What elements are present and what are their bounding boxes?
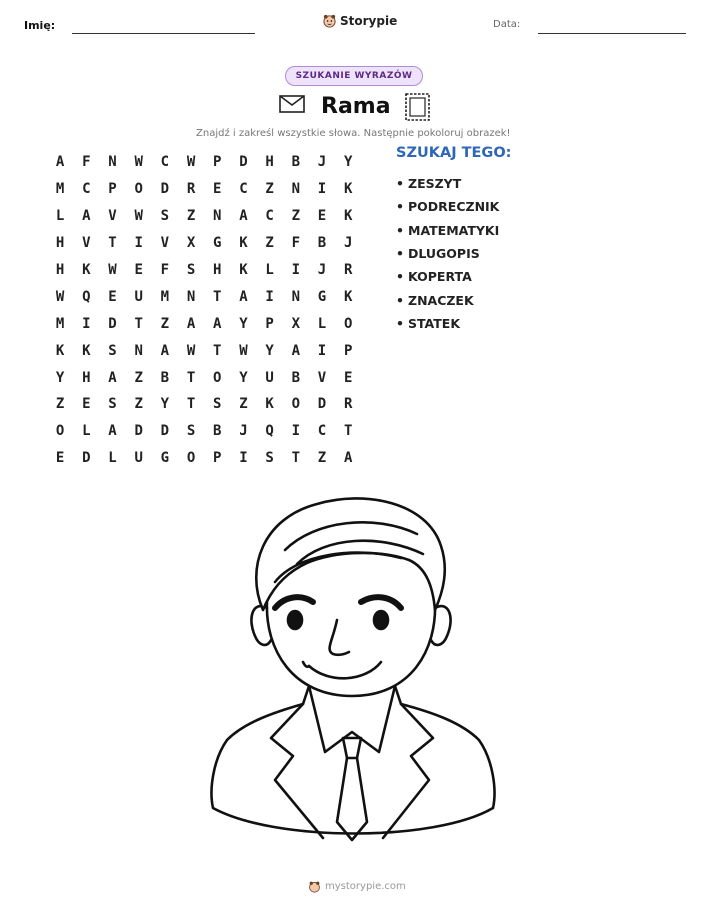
- grid-letter[interactable]: V: [160, 235, 170, 252]
- grid-letter[interactable]: M: [160, 288, 170, 305]
- grid-letter[interactable]: G: [213, 235, 222, 252]
- bullet-icon: •: [396, 315, 404, 331]
- grid-letter[interactable]: W: [108, 262, 117, 278]
- grid-row: [47, 391, 361, 418]
- word-list-item: [396, 288, 499, 311]
- grid-letter[interactable]: J: [239, 423, 248, 440]
- grid-letter[interactable]: S: [213, 396, 222, 413]
- grid-row: [47, 283, 361, 310]
- grid-letter[interactable]: G: [317, 288, 327, 305]
- word-label: KOPERTA: [408, 269, 472, 285]
- word-list-title: SZUKAJ TEGO:: [396, 145, 512, 161]
- name-label: Imię:: [24, 19, 56, 32]
- grid-letter[interactable]: H: [82, 369, 91, 386]
- grid-letter[interactable]: D: [160, 423, 170, 440]
- grid-letter[interactable]: A: [82, 208, 91, 225]
- grid-letter[interactable]: J: [317, 262, 327, 278]
- word-list-item: [396, 219, 499, 242]
- grid-letter[interactable]: X: [291, 315, 300, 332]
- word-list-item: [396, 195, 499, 218]
- man-in-suit-coloring-illustration: [205, 490, 501, 855]
- footer: [308, 880, 406, 893]
- grid-letter[interactable]: A: [213, 315, 222, 332]
- grid-letter[interactable]: Y: [343, 154, 353, 171]
- grid-row: [47, 337, 361, 364]
- grid-letter[interactable]: C: [239, 181, 248, 198]
- grid-letter[interactable]: A: [108, 369, 117, 386]
- grid-letter[interactable]: I: [134, 235, 143, 252]
- grid-letter[interactable]: L: [55, 208, 65, 225]
- grid-letter[interactable]: K: [82, 342, 91, 359]
- grid-letter[interactable]: A: [108, 423, 117, 440]
- grid-letter[interactable]: N: [213, 208, 222, 225]
- grid-letter[interactable]: E: [55, 450, 65, 467]
- grid-letter[interactable]: K: [82, 262, 91, 278]
- bullet-icon: •: [396, 292, 404, 308]
- grid-letter[interactable]: E: [134, 262, 143, 278]
- grid-letter[interactable]: B: [291, 369, 300, 386]
- grid-letter[interactable]: A: [343, 450, 353, 467]
- word-label: DLUGOPIS: [408, 246, 480, 262]
- grid-letter[interactable]: F: [82, 154, 91, 171]
- grid-letter[interactable]: G: [160, 450, 170, 467]
- grid-letter[interactable]: P: [343, 342, 353, 359]
- grid-letter[interactable]: D: [82, 450, 91, 467]
- postage-stamp-icon: [404, 92, 431, 122]
- grid-letter[interactable]: K: [265, 396, 274, 413]
- grid-letter[interactable]: S: [186, 262, 196, 278]
- word-label: ZESZYT: [408, 176, 462, 192]
- grid-letter[interactable]: M: [55, 181, 65, 198]
- grid-letter[interactable]: E: [82, 396, 91, 413]
- grid-letter[interactable]: B: [291, 154, 300, 171]
- grid-letter[interactable]: Y: [265, 342, 274, 359]
- grid-letter[interactable]: O: [186, 450, 196, 467]
- storypie-mascot-icon: [308, 880, 321, 893]
- grid-letter[interactable]: M: [55, 315, 65, 332]
- grid-letter[interactable]: Z: [291, 208, 300, 225]
- grid-letter[interactable]: H: [213, 262, 222, 278]
- brand-name: Storypie: [340, 13, 398, 28]
- grid-letter[interactable]: U: [134, 450, 143, 467]
- grid-letter[interactable]: L: [265, 262, 274, 278]
- grid-letter[interactable]: I: [239, 450, 248, 467]
- grid-letter[interactable]: V: [317, 369, 327, 386]
- grid-letter[interactable]: T: [343, 423, 353, 440]
- grid-letter[interactable]: D: [317, 396, 327, 413]
- grid-letter[interactable]: D: [239, 154, 248, 171]
- grid-row: [47, 230, 361, 257]
- grid-letter[interactable]: I: [82, 315, 91, 332]
- grid-letter[interactable]: C: [82, 181, 91, 198]
- grid-letter[interactable]: H: [55, 235, 65, 252]
- word-list-item: [396, 265, 499, 288]
- date-input-line[interactable]: [538, 33, 686, 34]
- grid-letter[interactable]: S: [265, 450, 274, 467]
- grid-letter[interactable]: C: [265, 208, 274, 225]
- grid-letter[interactable]: N: [108, 154, 117, 171]
- grid-letter[interactable]: S: [108, 342, 117, 359]
- word-label: MATEMATYKI: [408, 222, 500, 238]
- word-label: PODRECZNIK: [408, 199, 500, 215]
- bullet-icon: •: [396, 222, 404, 238]
- bullet-icon: •: [396, 269, 404, 285]
- grid-letter[interactable]: W: [239, 342, 248, 359]
- grid-letter[interactable]: T: [186, 396, 196, 413]
- grid-letter[interactable]: H: [55, 262, 65, 278]
- grid-letter[interactable]: K: [55, 342, 65, 359]
- grid-letter[interactable]: V: [82, 235, 91, 252]
- storypie-mascot-icon: [322, 13, 337, 28]
- grid-letter[interactable]: I: [265, 288, 274, 305]
- grid-letter[interactable]: S: [160, 208, 170, 225]
- grid-letter[interactable]: N: [291, 181, 300, 198]
- grid-letter[interactable]: O: [134, 181, 143, 198]
- grid-letter[interactable]: U: [265, 369, 274, 386]
- grid-letter[interactable]: N: [186, 288, 196, 305]
- grid-letter[interactable]: B: [317, 235, 327, 252]
- grid-letter[interactable]: T: [213, 342, 222, 359]
- grid-letter[interactable]: R: [186, 181, 196, 198]
- grid-letter[interactable]: B: [213, 423, 222, 440]
- activity-badge: SZUKANIE WYRAZÓW: [285, 66, 423, 86]
- grid-letter[interactable]: T: [186, 369, 196, 386]
- word-label: ZNACZEK: [408, 292, 474, 308]
- grid-letter[interactable]: O: [343, 315, 353, 332]
- grid-letter[interactable]: O: [55, 423, 65, 440]
- bullet-icon: •: [396, 199, 404, 215]
- grid-letter[interactable]: I: [291, 423, 300, 440]
- grid-letter[interactable]: Y: [239, 315, 248, 332]
- grid-letter[interactable]: Y: [160, 396, 170, 413]
- envelope-icon: [279, 95, 305, 113]
- grid-row: [47, 445, 361, 472]
- grid-letter[interactable]: P: [213, 154, 222, 171]
- word-search-grid: [47, 149, 361, 472]
- grid-letter[interactable]: O: [291, 396, 300, 413]
- brand-logo: [322, 13, 397, 28]
- grid-letter[interactable]: B: [160, 369, 170, 386]
- word-list-item: [396, 312, 499, 335]
- footer-url[interactable]: mystorypie.com: [325, 881, 406, 892]
- grid-letter[interactable]: K: [343, 181, 353, 198]
- instructions: Znajdź i zakreśl wszystkie słowa. Następnie pokoloruj obrazek!: [196, 128, 511, 139]
- grid-letter[interactable]: E: [213, 181, 222, 198]
- grid-letter[interactable]: J: [317, 154, 327, 171]
- grid-letter[interactable]: Q: [82, 288, 91, 305]
- grid-letter[interactable]: T: [134, 315, 143, 332]
- grid-letter[interactable]: D: [160, 181, 170, 198]
- grid-letter[interactable]: A: [160, 342, 170, 359]
- grid-letter[interactable]: A: [239, 288, 248, 305]
- bullet-icon: •: [396, 246, 404, 262]
- word-list-item: [396, 242, 499, 265]
- grid-letter[interactable]: W: [55, 288, 65, 305]
- grid-row: [47, 149, 361, 176]
- bullet-icon: •: [396, 176, 404, 192]
- grid-letter[interactable]: W: [134, 208, 143, 225]
- grid-letter[interactable]: Y: [239, 369, 248, 386]
- word-label: STATEK: [408, 315, 461, 331]
- name-input-line[interactable]: [72, 33, 255, 34]
- grid-letter[interactable]: K: [343, 288, 353, 305]
- grid-letter[interactable]: N: [134, 342, 143, 359]
- grid-letter[interactable]: F: [291, 235, 300, 252]
- grid-letter[interactable]: A: [291, 342, 300, 359]
- word-list: [396, 172, 499, 335]
- grid-letter[interactable]: L: [82, 423, 91, 440]
- date-label: Data:: [493, 19, 521, 30]
- grid-letter[interactable]: E: [343, 369, 353, 386]
- grid-letter[interactable]: C: [160, 154, 170, 171]
- grid-letter[interactable]: S: [186, 423, 196, 440]
- grid-letter[interactable]: Y: [55, 369, 65, 386]
- grid-letter[interactable]: Z: [265, 181, 274, 198]
- grid-letter[interactable]: Z: [160, 315, 170, 332]
- grid-letter[interactable]: P: [265, 315, 274, 332]
- grid-letter[interactable]: Z: [265, 235, 274, 252]
- grid-letter[interactable]: W: [186, 154, 196, 171]
- grid-letter[interactable]: K: [239, 262, 248, 278]
- grid-row: [47, 418, 361, 445]
- word-list-item: [396, 172, 499, 195]
- grid-row: [47, 176, 361, 203]
- grid-letter[interactable]: L: [108, 450, 117, 467]
- grid-letter[interactable]: Z: [186, 208, 196, 225]
- grid-letter[interactable]: U: [134, 288, 143, 305]
- grid-letter[interactable]: P: [108, 181, 117, 198]
- grid-letter[interactable]: Z: [317, 450, 327, 467]
- grid-letter[interactable]: K: [239, 235, 248, 252]
- grid-letter[interactable]: A: [239, 208, 248, 225]
- grid-letter[interactable]: E: [317, 208, 327, 225]
- grid-letter[interactable]: H: [265, 154, 274, 171]
- grid-letter[interactable]: R: [343, 262, 353, 278]
- grid-letter[interactable]: R: [343, 396, 353, 413]
- grid-letter[interactable]: F: [160, 262, 170, 278]
- grid-row: [47, 310, 361, 337]
- grid-letter[interactable]: O: [213, 369, 222, 386]
- grid-letter[interactable]: L: [317, 315, 327, 332]
- grid-letter[interactable]: K: [343, 208, 353, 225]
- grid-letter[interactable]: T: [213, 288, 222, 305]
- grid-letter[interactable]: Z: [239, 396, 248, 413]
- grid-row: [47, 257, 361, 284]
- grid-letter[interactable]: W: [134, 154, 143, 171]
- grid-letter[interactable]: A: [186, 315, 196, 332]
- grid-letter[interactable]: A: [55, 154, 65, 171]
- grid-letter[interactable]: I: [317, 342, 327, 359]
- grid-letter[interactable]: D: [134, 423, 143, 440]
- grid-letter[interactable]: X: [186, 235, 196, 252]
- grid-row: [47, 364, 361, 391]
- grid-letter[interactable]: T: [291, 450, 300, 467]
- grid-letter[interactable]: J: [343, 235, 353, 252]
- grid-letter[interactable]: N: [291, 288, 300, 305]
- grid-letter[interactable]: T: [108, 235, 117, 252]
- grid-letter[interactable]: S: [108, 396, 117, 413]
- grid-letter[interactable]: Z: [55, 396, 65, 413]
- grid-letter[interactable]: I: [291, 262, 300, 278]
- grid-letter[interactable]: I: [317, 181, 327, 198]
- grid-letter[interactable]: E: [108, 288, 117, 305]
- grid-letter[interactable]: V: [108, 208, 117, 225]
- grid-letter[interactable]: Z: [134, 369, 143, 386]
- grid-letter[interactable]: Q: [265, 423, 274, 440]
- grid-letter[interactable]: C: [317, 423, 327, 440]
- grid-letter[interactable]: W: [186, 342, 196, 359]
- grid-row: [47, 203, 361, 230]
- grid-letter[interactable]: D: [108, 315, 117, 332]
- page-title: Rama: [321, 94, 391, 119]
- grid-letter[interactable]: Z: [134, 396, 143, 413]
- grid-letter[interactable]: P: [213, 450, 222, 467]
